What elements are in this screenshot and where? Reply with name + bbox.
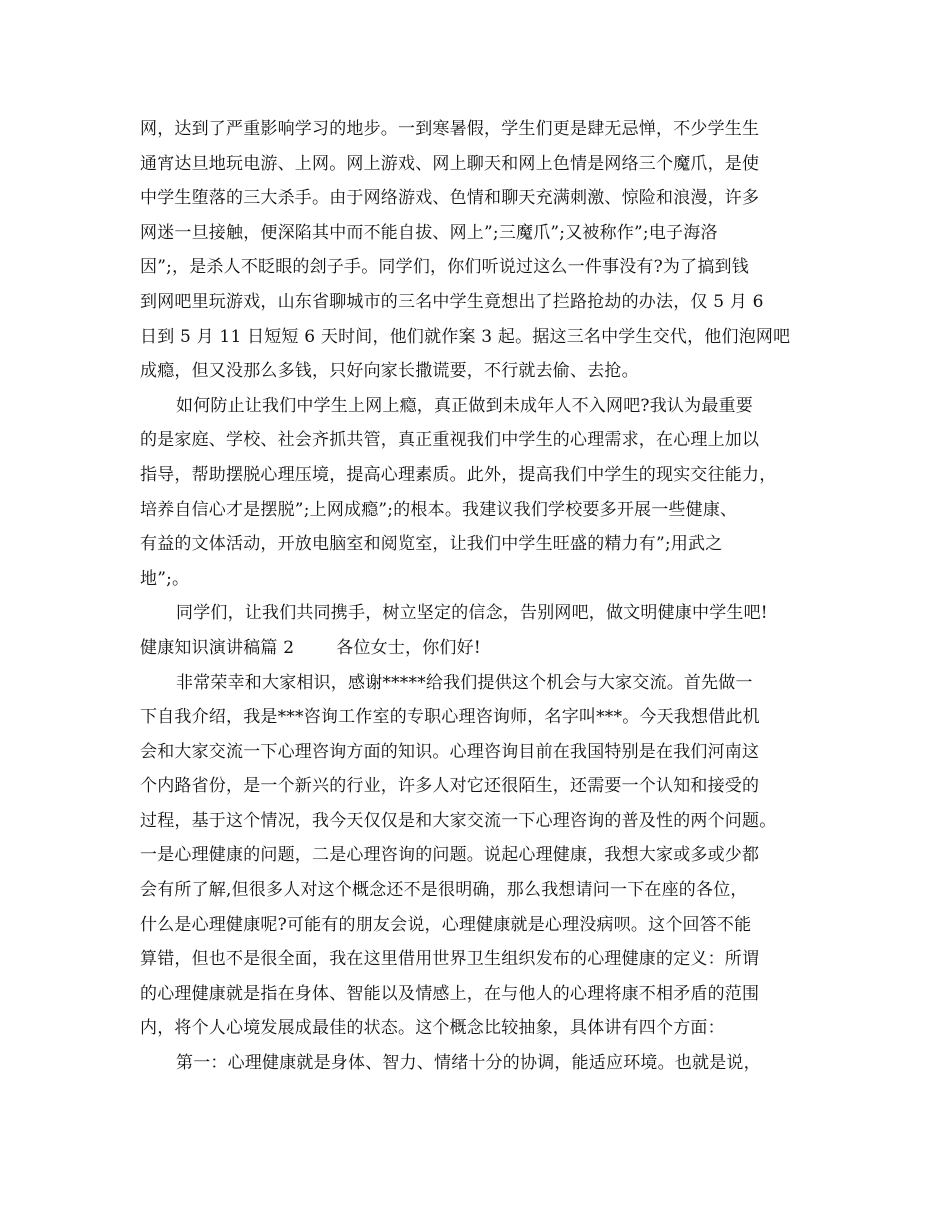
- greeting: 各位女士，你们好!: [336, 637, 481, 658]
- text-line: 会和大家交流一下心理咨询方面的知识。心理咨询目前在我国特别是在我们河南这: [140, 741, 760, 762]
- paragraph-first-point: [140, 1046, 830, 1081]
- heading-line: [140, 631, 830, 666]
- text-line: 中学生堕落的三大杀手。由于网络游戏、色情和聊天充满刺激、惊险和浪漫，许多: [140, 188, 760, 209]
- text-line: 地”;。: [140, 568, 190, 589]
- text-line: 同学们，让我们共同携手，树立坚定的信念，告别网吧，做文明健康中学生吧!: [176, 603, 768, 624]
- text-line: 第一：心理健康就是身体、智力、情绪十分的协调，能适应环境。也就是说，: [176, 1053, 761, 1074]
- text-line: 如何防止让我们中学生上网上瘾，真正做到未成年人不入网吧?我认为最重要: [176, 395, 753, 416]
- text-line: 一是心理健康的问题，二是心理咨询的问题。说起心理健康，我想大家或多或少都: [140, 845, 760, 866]
- paragraph-internet-addiction: [140, 112, 830, 389]
- paragraph-prevention: [140, 389, 830, 597]
- paragraph-closing: [140, 596, 830, 631]
- text-line: 什么是心理健康呢?可能有的朋友会说，心理健康就是心理没病呗。这个回答不能: [140, 914, 752, 935]
- text-line: 下自我介绍，我是***咨询工作室的专职心理咨询师，名字叫***。今天我想借此机: [140, 707, 760, 728]
- text-line: 有益的文体活动，开放电脑室和阅览室，让我们中学生旺盛的精力有”;用武之: [140, 534, 723, 555]
- text-line: 非常荣幸和大家相识，感谢*****给我们提供这个机会与大家交流。首先做一: [176, 672, 753, 693]
- text-line: 的心理健康就是指在身体、智能以及情感上，在与他人的心理将康不相矛盾的范围: [140, 983, 760, 1004]
- paragraph-introduction: [140, 666, 830, 1047]
- text-line: 个内路省份，是一个新兴的行业，许多人对它还很陌生，还需要一个认知和接受的: [140, 776, 760, 797]
- text-line: 过程，基于这个情况，我今天仅仅是和大家交流一下心理咨询的普及性的两个问题。: [140, 810, 777, 831]
- text-line: 内，将个人心境发展成最佳的状态。这个概念比较抽象，具体讲有四个方面：: [140, 1018, 725, 1039]
- text-line: 的是家庭、学校、社会齐抓共管，真正重视我们中学生的心理需求，在心理上加以: [140, 430, 760, 451]
- text-line: 日到 5 月 11 日短短 6 天时间，他们就作案 3 起。据这三名中学生交代，他们泡网吧: [140, 326, 791, 347]
- text-line: 指导，帮助摆脱心理压境，提高心理素质。此外，提高我们中学生的现实交往能力，: [140, 464, 777, 485]
- text-line: 网，达到了严重影响学习的地步。一到寒暑假，学生们更是肆无忌惮，不少学生生: [140, 119, 760, 139]
- text-line: 到网吧里玩游戏，山东省聊城市的三名中学生竟想出了拦路抢劫的办法，仅 5 月 6: [140, 291, 764, 312]
- text-line: 会有所了解,但很多人对这个概念还不是很明确，那么我想请问一下在座的各位，: [140, 880, 748, 901]
- text-line: 算错，但也不是很全面，我在这里借用世界卫生组织发布的心理健康的定义：所谓: [140, 949, 760, 970]
- section-title: 健康知识演讲稿篇 2: [140, 637, 295, 658]
- text-line: 成瘾，但又没那么多钱，只好向家长撒谎要，不行就去偷、去抢。: [140, 361, 639, 382]
- section-heading: [140, 631, 830, 666]
- text-line: 网迷一旦接触，便深陷其中而不能自拔、网上”;三魔爪”;又被称作”;电子海洛: [140, 222, 718, 243]
- text-line: 通宵达旦地玩电游、上网。网上游戏、网上聊天和网上色情是网络三个魔爪，是使: [140, 153, 760, 174]
- text-line: 培养自信心才是摆脱”;上网成瘾”;的根本。我建议我们学校要多开展一些健康、: [140, 499, 738, 520]
- document-body: [140, 112, 830, 1081]
- text-line: 因”;，是杀人不眨眼的刽子手。同学们，你们听说过这么一件事没有?为了搞到钱: [140, 257, 749, 278]
